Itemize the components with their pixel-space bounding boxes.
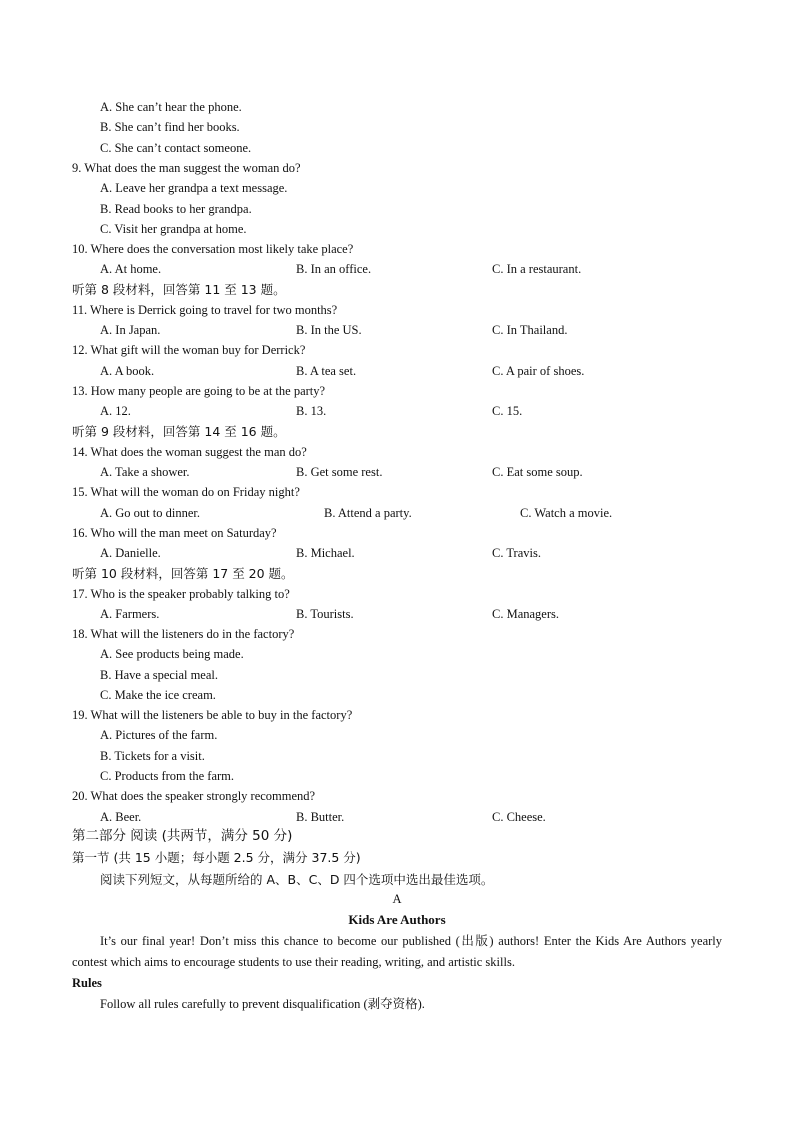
q13-row xyxy=(0,381,794,401)
passage-letter: A xyxy=(392,892,402,906)
q10-option-b: B. In an office. xyxy=(296,262,372,276)
q19-option-a: A. Pictures of the farm. xyxy=(100,728,218,742)
q16-option-b: B. Michael. xyxy=(296,546,355,560)
q14-options-row xyxy=(0,462,794,482)
q11-option-b: B. In the US. xyxy=(296,323,362,337)
q10-option-a: A. At home. xyxy=(100,262,162,276)
q9-option-c: C. Visit her grandpa at home. xyxy=(100,222,247,236)
q16-row xyxy=(0,523,794,543)
q13-option-b: B. 13. xyxy=(296,404,327,418)
section9-row xyxy=(0,422,794,442)
q19-row xyxy=(0,705,794,725)
q18-option-c: C. Make the ice cream. xyxy=(100,688,216,702)
q14-row xyxy=(0,442,794,462)
q15-question: 15. What will the woman do on Friday night? xyxy=(72,485,300,499)
q8-option-c-row xyxy=(0,138,794,158)
q20-row xyxy=(0,786,794,806)
q9-row xyxy=(0,158,794,178)
reading-instruction: 阅读下列短文，从每题所给的 A、B、C、D 四个选项中选出最佳选项。 xyxy=(100,872,494,887)
q18-option-a: A. See products being made. xyxy=(100,647,244,661)
q17-options-row xyxy=(0,604,794,624)
q19-option-b-row xyxy=(0,746,794,766)
q12-row xyxy=(0,340,794,360)
rules-heading-row xyxy=(0,973,794,993)
q18-option-c-row xyxy=(0,685,794,705)
section8-row xyxy=(0,280,794,300)
q12-option-a: A. A book. xyxy=(100,364,155,378)
q20-option-b: B. Butter. xyxy=(296,810,345,824)
q8-option-b-row xyxy=(0,117,794,137)
part2-row xyxy=(0,826,794,846)
q17-row xyxy=(0,584,794,604)
q19-option-b: B. Tickets for a visit. xyxy=(100,749,205,763)
section8-heading: 听第 8 段材料，回答第 11 至 13 题。 xyxy=(72,282,286,297)
q12-option-c: C. A pair of shoes. xyxy=(492,364,585,378)
q10-row xyxy=(0,239,794,259)
q8-option-c: C. She can’t contact someone. xyxy=(100,141,252,155)
q9-option-a-row xyxy=(0,178,794,198)
section10-heading: 听第 10 段材料，回答第 17 至 20 题。 xyxy=(72,566,294,581)
q13-options-row xyxy=(0,401,794,421)
q15-options-row xyxy=(0,503,794,523)
q17-option-b: B. Tourists. xyxy=(296,607,354,621)
q12-question: 12. What gift will the woman buy for Derrick? xyxy=(72,343,306,357)
rules-intro-row xyxy=(0,994,794,1014)
q16-option-c: C. Travis. xyxy=(492,546,541,560)
q9-option-c-row xyxy=(0,219,794,239)
q12-options-row xyxy=(0,361,794,381)
q15-row xyxy=(0,482,794,502)
instruction-row xyxy=(0,870,794,890)
q18-option-a-row xyxy=(0,644,794,664)
section1-row xyxy=(0,848,794,868)
section9-heading: 听第 9 段材料，回答第 14 至 16 题。 xyxy=(72,424,286,439)
q8-option-b: B. She can’t find her books. xyxy=(100,120,240,134)
q10-option-c: C. In a restaurant. xyxy=(492,262,582,276)
q20-option-c: C. Cheese. xyxy=(492,810,546,824)
q20-options-row xyxy=(0,807,794,827)
q9-question: 9. What does the man suggest the woman do? xyxy=(72,161,301,175)
passage-title-row xyxy=(0,910,794,930)
q13-option-c: C. 15. xyxy=(492,404,523,418)
q15-option-b: B. Attend a party. xyxy=(324,506,412,520)
rules-intro: Follow all rules carefully to prevent disqualification (剥夺资格). xyxy=(100,997,425,1011)
q17-question: 17. Who is the speaker probably talking to? xyxy=(72,587,290,601)
q14-option-b: B. Get some rest. xyxy=(296,465,383,479)
q9-option-b: B. Read books to her grandpa. xyxy=(100,202,252,216)
q13-question: 13. How many people are going to be at the party? xyxy=(72,384,326,398)
q11-question: 11. Where is Derrick going to travel for two months? xyxy=(72,303,338,317)
q9-option-b-row xyxy=(0,199,794,219)
passage-paragraph-1: It’s our final year! Don’t miss this chance to become our published (出版) authors! Enter the Kids Are Authors yearly contest which aims to encourage students to use their reading, writing, and artistic skills. xyxy=(72,934,722,969)
q15-option-a: A. Go out to dinner. xyxy=(100,506,200,520)
q16-question: 16. Who will the man meet on Saturday? xyxy=(72,526,277,540)
q11-option-a: A. In Japan. xyxy=(100,323,161,337)
q11-option-c: C. In Thailand. xyxy=(492,323,568,337)
q11-options-row xyxy=(0,320,794,340)
q20-option-a: A. Beer. xyxy=(100,810,142,824)
q19-question: 19. What will the listeners be able to buy in the factory? xyxy=(72,708,353,722)
q12-option-b: B. A tea set. xyxy=(296,364,357,378)
q17-option-a: A. Farmers. xyxy=(100,607,160,621)
q16-option-a: A. Danielle. xyxy=(100,546,161,560)
q18-row xyxy=(0,624,794,644)
q10-options-row xyxy=(0,259,794,279)
q16-options-row xyxy=(0,543,794,563)
q13-option-a: A. 12. xyxy=(100,404,131,418)
q8-option-a: A. She can’t hear the phone. xyxy=(100,100,242,114)
q14-option-a: A. Take a shower. xyxy=(100,465,190,479)
q14-question: 14. What does the woman suggest the man do? xyxy=(72,445,307,459)
rules-heading: Rules xyxy=(72,976,102,990)
q18-question: 18. What will the listeners do in the factory? xyxy=(72,627,295,641)
q20-question: 20. What does the speaker strongly recommend? xyxy=(72,789,316,803)
section1-heading: 第一节 (共 15 小题；每小题 2.5 分，满分 37.5 分) xyxy=(72,850,361,865)
q11-row xyxy=(0,300,794,320)
q18-option-b-row xyxy=(0,665,794,685)
q18-option-b: B. Have a special meal. xyxy=(100,668,219,682)
q19-option-c-row xyxy=(0,766,794,786)
q15-option-c: C. Watch a movie. xyxy=(520,506,613,520)
q19-option-c: C. Products from the farm. xyxy=(100,769,235,783)
part2-heading: 第二部分 阅读 (共两节，满分 50 分) xyxy=(72,828,293,844)
q10-question: 10. Where does the conversation most likely take place? xyxy=(72,242,354,256)
q9-option-a: A. Leave her grandpa a text message. xyxy=(100,181,288,195)
section10-row xyxy=(0,564,794,584)
passage-letter-row xyxy=(0,889,794,909)
q17-option-c: C. Managers. xyxy=(492,607,559,621)
q14-option-c: C. Eat some soup. xyxy=(492,465,583,479)
passage-title: Kids Are Authors xyxy=(348,912,446,927)
q8-option-a-row xyxy=(0,97,794,117)
q19-option-a-row xyxy=(0,725,794,745)
